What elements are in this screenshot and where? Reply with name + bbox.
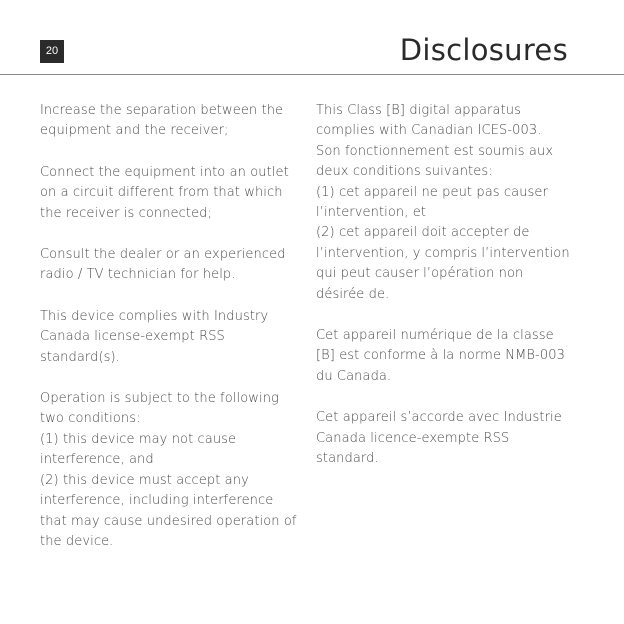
page-number: 20: [40, 40, 64, 63]
paragraph-class-b: This Class [B] digital apparatus complies with Canadian ICES-003. Son fonctionnement est soumis aux deux conditions suivantes: (1) cet appareil ne peut pas causer l’intervention, et (2) cet appareil doit accepter de l’intervention, y compris l’intervention qui peut causer l’opération non désirée de.: [316, 103, 570, 302]
paragraph-consult-dealer: Consult the dealer or an experienced radio / TV technician for help.: [40, 247, 286, 283]
page-title: Disclosures: [399, 33, 568, 67]
paragraph-nmb-003: Cet appareil numérique de la classe [B] est conforme à la norme NMB-003 du Canada.: [316, 328, 565, 384]
paragraph-operation-conditions: Operation is subject to the following two conditions: (1) this device may not cause interference, and (2) this device must accept any interference, including interference that may cause undesired operation of the device.: [40, 391, 297, 549]
paragraph-industry-canada: This device complies with Industry Canada license-exempt RSS standard(s).: [40, 308, 269, 365]
left-column: [40, 101, 302, 573]
paragraph-separation: Increase the separation between the equipment and the receiver;: [40, 103, 284, 139]
right-column: [316, 101, 578, 491]
header-divider: [0, 74, 624, 75]
paragraph-industrie-canada: Cet appareil s’accorde avec Industrie Canada licence-exempte RSS standard.: [316, 410, 562, 467]
paragraph-outlet: Connect the equipment into an outlet on a circuit different from that which the receiver is connected;: [40, 164, 289, 221]
